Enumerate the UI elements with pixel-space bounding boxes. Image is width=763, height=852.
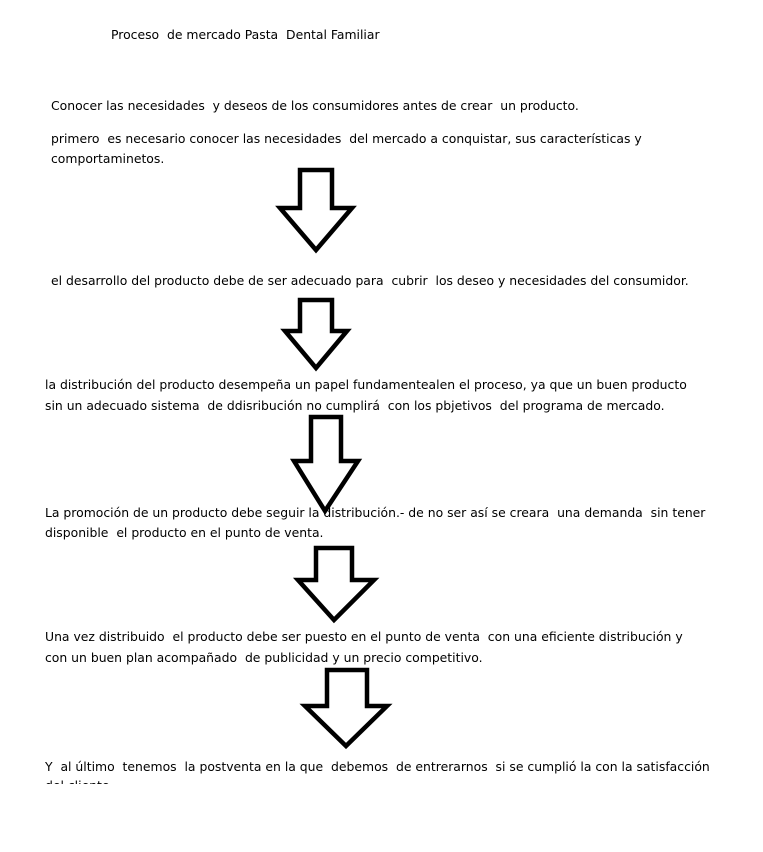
crop-mask: [0, 784, 763, 852]
step-promotion-line-1: La promoción de un producto debe seguir la distribución.- de no ser así se creara una demanda sin tener: [45, 505, 706, 520]
down-arrow-icon: [283, 298, 349, 370]
step-distribution-line-1: la distribución del producto desempeña un papel fundamentealen el proceso, ya que un buen producto: [45, 377, 687, 392]
step-point-of-sale-line-1: Una vez distribuido el producto debe ser puesto en el punto de venta con una eficiente distribución y: [45, 629, 683, 644]
down-arrow-icon: [303, 668, 389, 748]
step-market-research-line-2: comportaminetos.: [51, 151, 165, 166]
step-distribution-line-2: sin un adecuado sistema de ddisribución no cumplirá con los pbjetivos del programa de mercado.: [45, 398, 665, 413]
diagram-title: Proceso de mercado Pasta Dental Familiar: [111, 27, 380, 42]
step-market-research-line-1: primero es necesario conocer las necesidades del mercado a conquistar, sus características y: [51, 131, 642, 146]
step-postsale-line-1: Y al último tenemos la postventa en la que debemos de entrerarnos si se cumplió la con la satisfacción: [45, 759, 710, 774]
step-product-development-text: el desarrollo del producto debe de ser adecuado para cubrir los deseo y necesidades del consumidor.: [51, 273, 689, 288]
down-arrow-icon: [296, 546, 376, 622]
step-needs-text: Conocer las necesidades y deseos de los consumidores antes de crear un producto.: [51, 98, 579, 113]
step-promotion-line-2: disponible el producto en el punto de venta.: [45, 525, 324, 540]
down-arrow-icon: [277, 168, 355, 252]
step-point-of-sale-line-2: con un buen plan acompañado de publicidad y un precio competitivo.: [45, 650, 483, 665]
down-arrow-icon: [292, 415, 360, 513]
